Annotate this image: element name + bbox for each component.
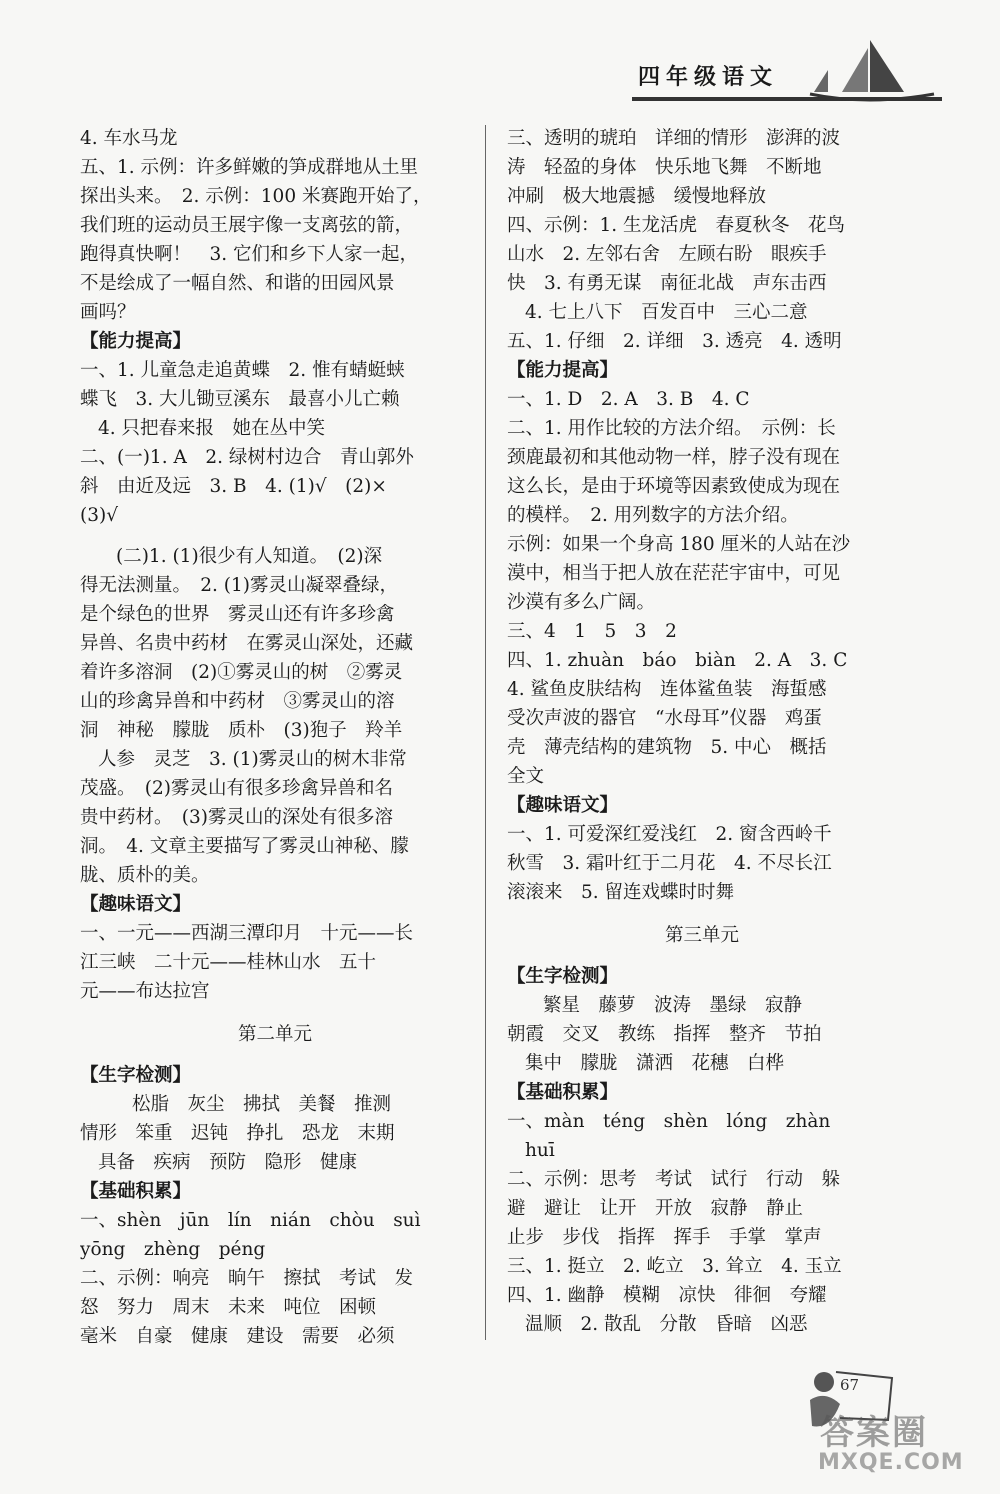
left-column-line: 【基础积累】 <box>80 1181 192 1202</box>
left-column-line: 【能力提高】 <box>80 331 192 352</box>
left-column-line: 【趣味语文】 <box>80 894 192 915</box>
right-column-line: 壳 薄壳结构的建筑物 5. 中心 概括 <box>507 737 827 758</box>
left-column-line: 洞。 4. 文章主要描写了雾灵山神秘、朦 <box>80 836 409 857</box>
right-column-line: 快 3. 有勇无谋 南征北战 声东击西 <box>507 273 827 294</box>
left-column-line: 胧、质朴的美。 <box>80 865 210 886</box>
sailboat-icon <box>808 36 938 106</box>
left-column-line: 着许多溶洞 (2)①雾灵山的树 ②雾灵 <box>80 662 403 683</box>
left-column-line: 4. 只把春来报 她在丛中笑 <box>98 418 326 439</box>
right-column-line: 三、4 1 5 3 2 <box>507 621 677 642</box>
left-column-line: 一、一元——西湖三潭印月 十元——长 <box>80 923 414 944</box>
right-column-line: 滚滚来 5. 留连戏蝶时时舞 <box>507 882 735 903</box>
left-column-line: 蝶飞 3. 大儿锄豆溪东 最喜小儿亡赖 <box>80 389 400 410</box>
watermark-logo: 答案圈 <box>820 1413 928 1453</box>
right-column-line: 四、示例：1. 生龙活虎 春夏秋冬 花鸟 <box>507 215 846 236</box>
left-column-line: (3)√ <box>80 505 118 526</box>
right-column-line: 这么长，是由于环境等因素致使成为现在 <box>507 476 841 497</box>
left-column-line: 第二单元 <box>237 1024 312 1045</box>
right-column-line: 一、1. D 2. A 3. B 4. C <box>507 389 750 410</box>
left-column <box>80 124 470 1351</box>
right-column-line: 漠中，相当于把人放在茫茫宇宙中，可见 <box>507 563 841 584</box>
left-column-line: 不是绘成了一幅自然、和谐的田园风景 <box>80 273 395 294</box>
left-column-line: 山的珍禽异兽和中药材 ③雾灵山的溶 <box>80 691 395 712</box>
right-column-line: 【趣味语文】 <box>507 795 619 816</box>
left-column-line: 得无法测量。 2. (1)雾灵山凝翠叠绿， <box>80 575 398 596</box>
right-column-line: 【生字检测】 <box>507 966 619 987</box>
right-column-line: 二、1. 用作比较的方法介绍。 示例：长 <box>507 418 836 439</box>
left-column-line: yōng zhèng péng <box>80 1239 266 1260</box>
left-column-line: 斜 由近及远 3. B 4. (1)√ (2)× <box>80 476 387 497</box>
watermark-url: MXQE.COM <box>818 1450 964 1475</box>
right-column-line: 二、示例：思考 考试 试行 行动 躲 <box>507 1169 841 1190</box>
right-column-line: 【基础积累】 <box>507 1082 619 1103</box>
right-column-line: 集中 朦胧 潇洒 花穗 白桦 <box>525 1053 785 1074</box>
right-column <box>507 124 897 1339</box>
right-column-line: 涛 轻盈的身体 快乐地飞舞 不断地 <box>507 157 822 178</box>
right-column-line: 示例：如果一个身高 180 厘米的人站在沙 <box>507 534 851 555</box>
left-column-line: 一、shèn jūn lín nián chòu suì <box>80 1210 421 1231</box>
left-column-line: 具备 疾病 预防 隐形 健康 <box>98 1152 358 1173</box>
column-divider <box>485 125 486 1340</box>
right-column-line: 繁星 藤萝 波涛 墨绿 寂静 <box>543 995 803 1016</box>
left-column-line: 五、1. 示例：许多鲜嫩的笋成群地从土里 <box>80 157 419 178</box>
left-column-line: 情形 笨重 迟钝 挣扎 恐龙 末期 <box>80 1123 395 1144</box>
left-column-line: 江三峡 二十元——桂林山水 五十 <box>80 952 377 973</box>
right-column-line: 朝霞 交叉 教练 指挥 整齐 节拍 <box>507 1024 822 1045</box>
left-column-line: 贵中药材。 (3)雾灵山的深处有很多溶 <box>80 807 393 828</box>
left-column-line: (二)1. (1)很少有人知道。 (2)深 <box>116 546 383 567</box>
left-column-line: 跑得真快啊！ 3. 它们和乡下人家一起， <box>80 244 419 265</box>
left-column-line: 异兽、名贵中药材 在雾灵山深处，还藏 <box>80 633 414 654</box>
left-column-line: 是个绿色的世界 雾灵山还有许多珍禽 <box>80 604 395 625</box>
right-column-line: 一、màn téng shèn lóng zhàn <box>507 1111 831 1132</box>
left-column-line: 我们班的运动员王展宇像一支离弦的箭， <box>80 215 414 236</box>
right-column-line: 五、1. 仔细 2. 详细 3. 透亮 4. 透明 <box>507 331 842 352</box>
left-column-line: 人参 灵芝 3. (1)雾灵山的树木非常 <box>98 749 407 770</box>
page-header <box>0 0 1000 120</box>
right-column-line: 一、1. 可爱深红爱浅红 2. 窗含西岭千 <box>507 824 832 845</box>
left-column-line: 洞 神秘 朦胧 质朴 (3)狍子 羚羊 <box>80 720 403 741</box>
right-column-line: 颈鹿最初和其他动物一样，脖子没有现在 <box>507 447 841 468</box>
right-column-line: 四、1. 幽静 模糊 凉快 徘徊 夸耀 <box>507 1285 827 1306</box>
right-column-line: 秋雪 3. 霜叶红于二月花 4. 不尽长江 <box>507 853 832 874</box>
right-column-line: 全文 <box>507 766 545 787</box>
left-column-line: 4. 车水马龙 <box>80 128 178 149</box>
right-column-line: 4. 鲨鱼皮肤结构 连体鲨鱼装 海蜇感 <box>507 679 827 700</box>
right-column-line: 的模样。 2. 用列数字的方法介绍。 <box>507 505 799 526</box>
right-column-line: 避 避让 让开 开放 寂静 静止 <box>507 1198 804 1219</box>
left-column-line: 画吗？ <box>80 302 136 323</box>
header-title: 四年级语文 <box>638 64 779 90</box>
left-column-line: 元——布达拉宫 <box>80 981 210 1002</box>
left-column-line: 【生字检测】 <box>80 1065 192 1086</box>
right-column-line: 受次声波的器官 “水母耳”仪器 鸡蛋 <box>507 708 822 729</box>
right-column-line: 止步 步伐 指挥 挥手 手掌 掌声 <box>507 1227 822 1248</box>
left-column-line: 探出头来。 2. 示例：100 米赛跑开始了， <box>80 186 432 207</box>
right-column-line: 4. 七上八下 百发百中 三心二意 <box>525 302 808 323</box>
page-number: 67 <box>840 1376 860 1394</box>
left-column-line: 茂盛。 (2)雾灵山有很多珍禽异兽和名 <box>80 778 393 799</box>
left-column-line: 毫米 自豪 健康 建设 需要 必须 <box>80 1326 395 1347</box>
left-column-line: 松脂 灰尘 拂拭 美餐 推测 <box>132 1094 392 1115</box>
right-column-line: 【能力提高】 <box>507 360 619 381</box>
right-column-line: 三、透明的琥珀 详细的情形 澎湃的波 <box>507 128 841 149</box>
right-column-line: 山水 2. 左邻右舍 左顾右盼 眼疾手 <box>507 244 827 265</box>
left-column-line: 二、(一)1. A 2. 绿树村边合 青山郭外 <box>80 447 414 468</box>
right-column-line: 四、1. zhuàn báo biàn 2. A 3. C <box>507 650 848 671</box>
left-column-line: 二、示例：响亮 晌午 擦拭 考试 发 <box>80 1268 414 1289</box>
right-column-line: huī <box>525 1140 555 1161</box>
left-column-line: 怒 努力 周末 未来 吨位 困顿 <box>80 1297 377 1318</box>
left-column-line: 一、1. 儿童急走追黄蝶 2. 惟有蜻蜓蛱 <box>80 360 405 381</box>
right-column-line: 温顺 2. 散乱 分散 昏暗 凶恶 <box>525 1314 808 1335</box>
right-column-line: 三、1. 挺立 2. 屹立 3. 耸立 4. 玉立 <box>507 1256 842 1277</box>
right-column-line: 沙漠有多么广阔。 <box>507 592 656 613</box>
right-column-line: 第三单元 <box>664 925 739 946</box>
right-column-line: 冲刷 极大地震撼 缓慢地释放 <box>507 186 767 207</box>
